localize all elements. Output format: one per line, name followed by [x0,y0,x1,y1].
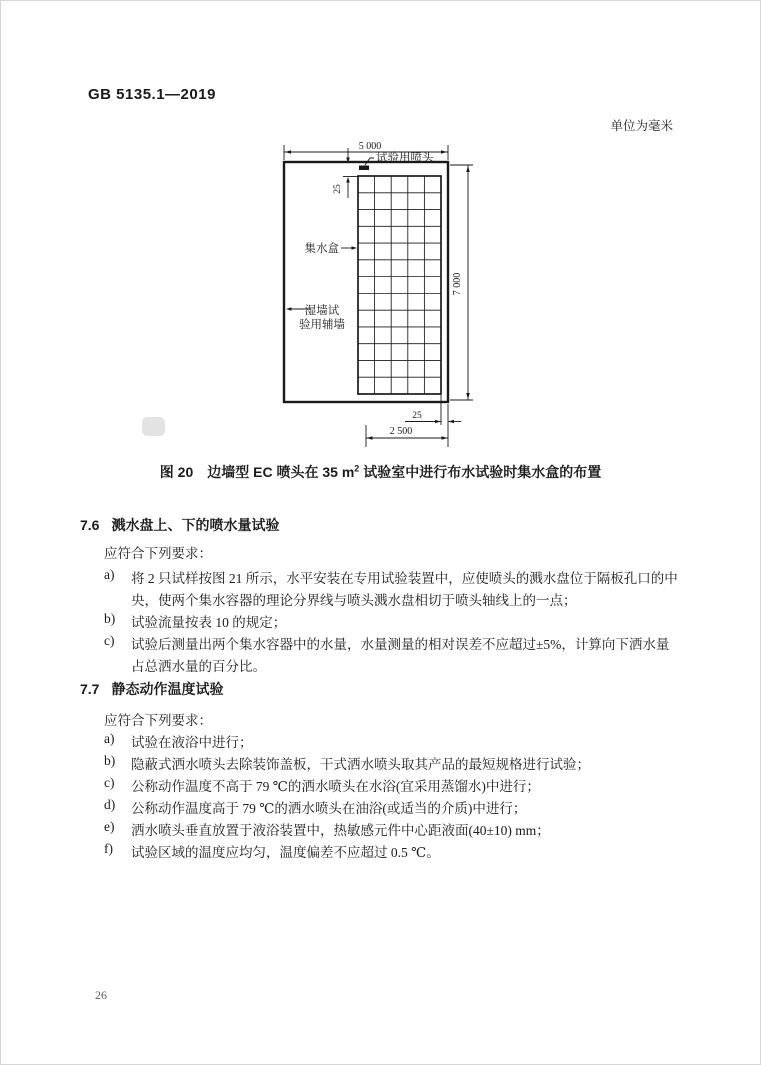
section-7-6-heading [80,515,279,535]
list-item-text: 试验后测量出两个集水容器中的水量，水量测量的相对误差不应超过±5%，计算向下洒水量 [131,637,670,652]
list-item [104,797,526,817]
arrow-right-icon [352,246,358,249]
list-item-text: 占总洒水量的百分比。 [131,659,266,674]
dim-top-offset-value: 25 [333,184,343,194]
dim-arrow-right-icon [442,436,448,440]
list-item-text: 试验流量按表 10 的规定； [131,615,287,630]
scan-artifact [142,417,165,436]
list-item [104,731,253,751]
list-marker: d) [104,797,116,812]
list-marker: e) [104,819,115,834]
list-item-text: 公称动作温度不高于 79 ℃的洒水喷头在水浴(宜采用蒸馏水)中进行； [131,779,540,794]
dim-arrow-up-icon [346,177,350,183]
section-number: 7.6 [80,517,100,533]
dim-arrow-left-icon [367,436,373,440]
list-marker: f) [104,841,113,856]
list-marker: b) [104,753,116,768]
wet-wall-label-line1: 湿墙试 [304,305,340,317]
dim-arrow-down-icon [466,393,470,399]
list-item-text: 央，使两个集水容器的理论分界线与喷头溅水盘相切于喷头轴线上的一点； [131,593,577,608]
list-item [104,567,678,587]
list-item [104,611,286,631]
list-marker: a) [104,731,115,746]
doc-number: GB 5135.1—2019 [88,86,216,103]
list-item-continuation [104,589,577,609]
figure-20-diagram [270,138,475,450]
list-item-text: 试验在液浴中进行； [131,735,253,750]
list-marker [104,655,131,675]
list-item-text: 试验区域的温度应均匀，温度偏差不应超过 0.5 ℃。 [131,845,440,860]
section-7-7-intro: 应符合下列要求： [104,713,212,728]
list-marker: b) [104,611,116,626]
sprinkler-icon [359,166,369,171]
page-number: 26 [95,988,107,1002]
section-7-7-heading [80,679,223,699]
list-marker: c) [104,633,115,648]
list-item-text: 公称动作温度高于 79 ℃的洒水喷头在油浴(或适当的介质)中进行； [131,801,527,816]
list-item [104,753,590,773]
list-item [104,775,540,795]
collection-box-grid [358,176,441,394]
dim-bottom-gap-value: 25 [412,411,422,421]
section-title: 溅水盘上、下的喷水量试验 [111,517,280,533]
list-item [104,841,440,861]
wet-wall-label-line2: 验用辅墙 [299,319,345,331]
unit-note: 单位为毫米 [610,119,673,133]
list-item-text: 将 2 只试样按图 21 所示，水平安装在专用试验装置中，应使喷头的溅水盘位于隔板孔口的中 [131,571,678,586]
arrow-left-icon [286,307,292,310]
figure-caption-number: 图 20 [159,464,194,480]
list-marker: c) [104,775,115,790]
dim-right-height-value: 7 000 [452,272,463,296]
list-item [104,819,550,839]
list-marker [104,589,131,609]
dim-arrow-right-icon [435,420,441,423]
section-number: 7.7 [80,681,100,697]
list-marker: a) [104,567,115,582]
list-item-text: 洒水喷头垂直放置于液浴装置中，热敏感元件中心距液面(40±10) mm； [131,823,550,838]
section-7-6-intro: 应符合下列要求： [104,546,212,561]
dim-top-width-value: 5 000 [358,141,382,152]
collection-box-grid-border [358,176,441,394]
section-title: 静态动作温度试验 [111,681,224,697]
dim-arrow-up-icon [466,166,470,172]
list-item-continuation [104,655,266,675]
dim-arrow-right-icon [441,150,447,154]
figure-caption [0,462,761,482]
dim-bottom-width-value: 2 500 [389,426,413,437]
list-item [104,633,669,653]
sprinkler-label: 试验用喷头 [376,152,434,164]
figure-caption-text: 边墙型 EC 喷头在 35 $m^2$ 试验室中进行布水试验时集水盒的布置 [207,463,602,480]
dim-arrow-left-icon [449,420,455,423]
list-item-text: 隐蔽式洒水喷头去除装饰盖板，干式洒水喷头取其产品的最短规格进行试验； [131,757,590,772]
collection-box-label: 集水盒 [304,243,339,255]
dim-arrow-left-icon [285,150,291,154]
test-room-walls [284,162,448,402]
